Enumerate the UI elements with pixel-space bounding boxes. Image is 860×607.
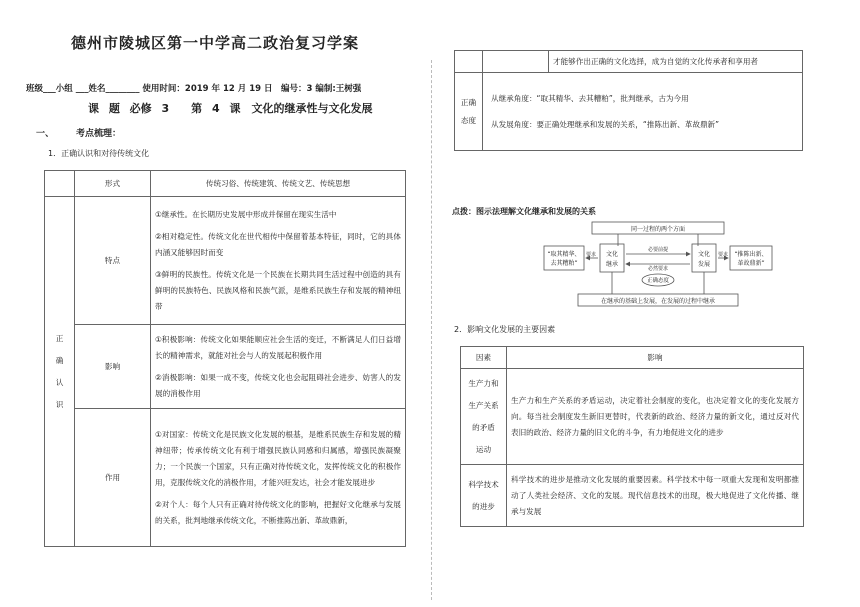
- left-box-text: 去其糟粕”: [550, 260, 578, 267]
- influence-item: ①积极影响：传统文化如果能顺应社会生活的变迁，不断满足人们日益增长的精神需求，就能对社会与人的发展起积极作用: [155, 334, 401, 360]
- develop-text: 文化: [697, 251, 711, 258]
- attitude-item: 从继承角度：“取其精华、去其糟粕”，批判继承，古为今用: [491, 93, 689, 103]
- attitude-blank-cell: [455, 51, 483, 73]
- group-label-cell: [45, 197, 75, 547]
- factor-header: 因素: [461, 347, 507, 369]
- feature-item: ②相对稳定性。传统文化在世代相传中保留着基本特征，同时，它的具体内涵又能够因时而变: [155, 231, 401, 257]
- factors-table: [460, 346, 804, 527]
- influence-item: ②消极影响：如果一成不变，传统文化也会起阻碍社会进步、妨害人的发展的消极作用: [155, 372, 401, 398]
- form-value: 传统习俗、传统建筑、传统文艺、传统思想: [151, 171, 406, 197]
- factor-cell: [461, 369, 507, 465]
- meta-line: 班级___小组 ___姓名________ 使用时间：2019 年 12 月 19 日 编号：3 编制:王树强: [26, 84, 362, 94]
- factor-line: 的进步: [472, 501, 495, 511]
- influence-label: 影响: [75, 325, 151, 409]
- column-divider: [431, 60, 432, 600]
- factor-line: 生产力和: [468, 378, 499, 388]
- factor-line: 运动: [475, 444, 492, 454]
- table-row: [461, 465, 804, 527]
- attitude-label-cell: [455, 73, 483, 151]
- attitude-table: [454, 50, 803, 151]
- factor-line: 生产关系: [468, 400, 499, 410]
- left-box-text: “取其精华、: [547, 251, 581, 258]
- factor-line: 科学技术: [468, 479, 499, 489]
- table-row: [461, 369, 804, 465]
- inevitable-label: 必然要求: [647, 266, 669, 272]
- impact-cell: 生产力和生产关系的矛盾运动，决定着社会制度的变化，也决定着文化的变化发展方向。每当社会制度发生新旧更替时，代表新的政治、经济力量的新文化，通过反对代表旧的政治、经济力量的旧文化的斗争，有力地促进文化的进步: [507, 369, 804, 465]
- subsection-2-title: 2．影响文化发展的主要因素: [454, 325, 556, 334]
- require-left-label: 要求: [585, 252, 597, 258]
- features-label: 特点: [75, 197, 151, 325]
- premise-label: 必要前提: [647, 247, 669, 253]
- inherit-text: 继承: [605, 261, 619, 268]
- top-box-text: 同一过程的两个方面: [630, 226, 686, 233]
- tip-title: 点拨：图示法理解文化继承和发展的关系: [452, 207, 596, 216]
- continuation-text: 才能够作出正确的文化选择，成为自觉的文化传承者和享用者: [549, 51, 803, 73]
- impact-cell: 科学技术的进步是推动文化发展的重要因素。科学技术中每一项重大发现和发明都推动了人类社会经济、文化的发展。现代信息技术的出现，极大地促进了文化传播、继承与发展: [507, 465, 804, 527]
- role-label: 作用: [75, 409, 151, 547]
- traditional-culture-table: [44, 170, 406, 547]
- features-cell: [151, 197, 406, 325]
- right-box-text: 革故鼎新”: [737, 260, 765, 267]
- require-right-label: 要求: [717, 252, 729, 258]
- feature-item: ①继承性。在长期历史发展中形成并保留在现实生活中: [155, 209, 337, 219]
- bottom-box-text: 在继承的基础上发展，在发展的过程中继承: [600, 298, 716, 305]
- role-cell: [151, 409, 406, 547]
- attitude-item: 从发展角度：要正确处理继承和发展的关系，“推陈出新、革故鼎新”: [491, 119, 720, 129]
- subsection-title: 1．正确认识和对待传统文化: [48, 149, 150, 158]
- role-item: ①对国家：传统文化是民族文化发展的根基，是维系民族生存和发展的精神纽带；传承传统文化有利于增强民族认同感和归属感，增强民族凝聚力；一个民族一个国家，只有正确对待传统文化，发挥传统文化的积极作用，克服传统文化的消极作用，才能兴旺发达，社会才能发展进步: [155, 429, 401, 487]
- attitude-cell: [483, 73, 803, 151]
- group-label: 正确认识: [55, 333, 64, 409]
- section-heading: [36, 126, 121, 139]
- table-corner-cell: [45, 171, 75, 197]
- develop-text: 发展: [697, 261, 711, 268]
- inheritance-development-diagram: [540, 218, 776, 310]
- right-box-text: “推陈出新、: [734, 251, 768, 258]
- attitude-ellipse-text: 正确态度: [646, 278, 670, 284]
- lesson-line: 课 题 必修 3 第 4 课 文化的继承性与文化发展: [88, 102, 373, 115]
- influence-cell: [151, 325, 406, 409]
- factor-line: 的矛盾: [472, 422, 495, 432]
- section-number: 一、: [36, 129, 55, 139]
- feature-item: ③鲜明的民族性。传统文化是一个民族在长期共同生活过程中创造的具有鲜明的民族特色、民族风格和民族气派，是维系民族生存和发展的精神纽带: [155, 269, 401, 311]
- section-title: 考点梳理：: [76, 129, 122, 139]
- inherit-text: 文化: [605, 251, 619, 258]
- attitude-label: 正确态度: [460, 97, 477, 125]
- impact-header: 影响: [507, 347, 804, 369]
- factor-cell: [461, 465, 507, 527]
- form-label: 形式: [75, 171, 151, 197]
- attitude-blank-cell: [483, 51, 549, 73]
- page-title: 德州市陵城区第一中学高二政治复习学案: [70, 34, 359, 52]
- role-item: ②对个人：每个人只有正确对待传统文化的影响，把握好文化继承与发展的关系，批判地继承传统文化，不断推陈出新、革故鼎新，: [155, 499, 401, 525]
